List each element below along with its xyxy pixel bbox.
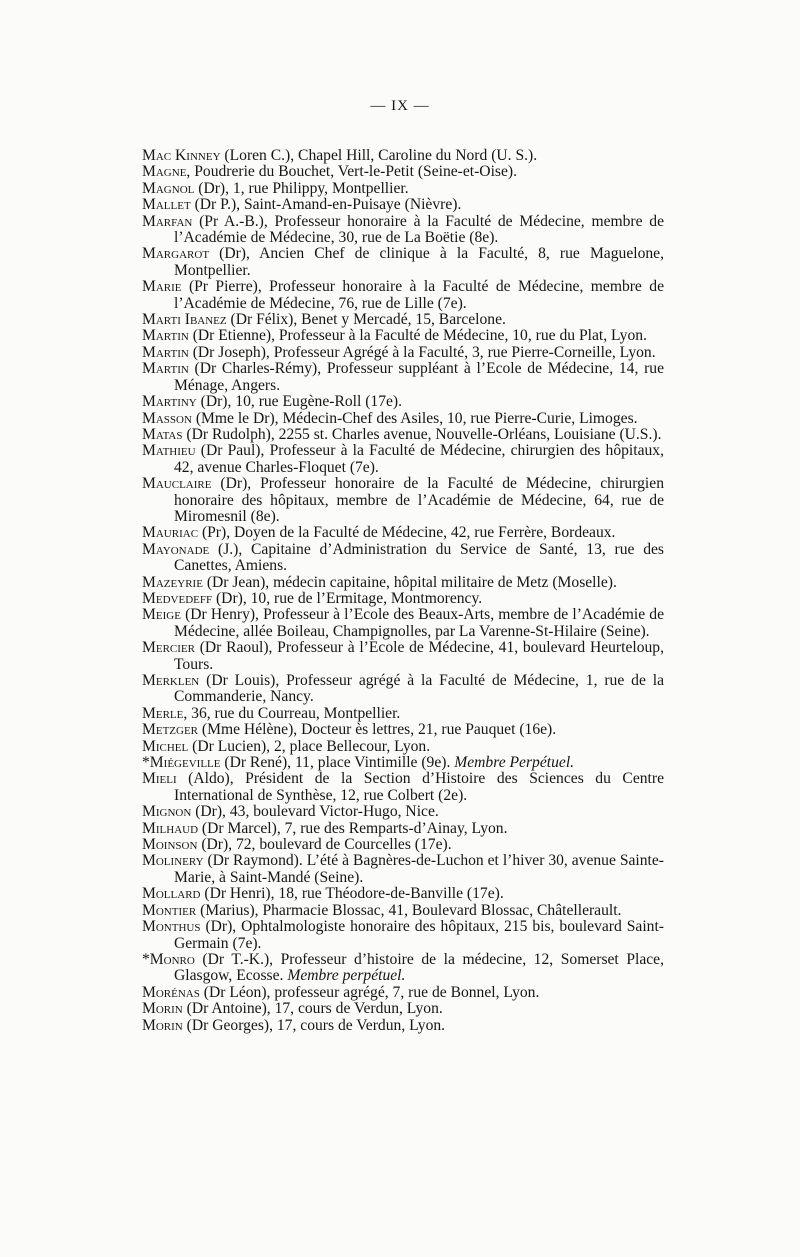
member-name: Matas [142,425,183,443]
member-details: (J.), Capitaine d’Administration du Service de Santé, 13, rue des Canettes, Amiens. [174,540,664,575]
member-entry [142,394,664,410]
member-details: (Dr Raoul), Professeur à l’Ecole de Médecine, 41, boulevard Heurteloup, Tours. [174,639,664,673]
member-entry [142,525,664,541]
member-name: Monthus [142,918,201,936]
member-name: Metzger [142,721,199,739]
member-details: (Pr A.-B.), Professeur honoraire à la Faculté de Médecine, membre de l’Académie de Médecine, 30, rue de La Boëtie (8e). [174,212,664,247]
member-details: (Dr Henry), Professeur à l’Ecole des Beaux-Arts, membre de l’Académie de Médecine, allée Boileau, Champignolles, par La Varenne-St-Hilaire (Seine). [174,606,664,640]
member-name: Mauclaire [142,475,212,493]
member-name: Martin [142,360,189,378]
member-name: Mayonade [142,540,210,558]
member-list [142,148,664,1034]
member-entry [142,246,664,279]
member-entry [142,607,664,640]
member-details: (Dr Raymond). L’été à Bagnères-de-Luchon et l’hiver 30, avenue Sainte-Marie, à Saint-Mandé (Seine). [174,852,664,886]
member-entry [142,591,664,607]
member-entry [142,542,664,575]
member-details: (Dr Georges), 17, cours de Verdun, Lyon. [182,1016,446,1034]
member-entry [142,903,664,919]
member-name: Merle, [142,704,188,722]
member-details: (Dr Paul), Professeur à la Faculté de Médecine, chirurgien des hôpitaux, 42, avenue Charles-Floquet (7e). [174,442,664,476]
member-details: (Dr), Ophtalmologiste honoraire des hôpitaux, 215 bis, boulevard Saint-Germain (7e). [174,918,664,952]
member-name: Meige [142,606,181,624]
member-details: Poudrerie du Bouchet, Vert-le-Petit (Seine-et-Oise). [190,163,517,181]
member-name: Morin [142,1000,183,1018]
member-details: (Pr Pierre), Professeur honoraire à la Faculté de Médecine, membre de l’Académie de Médecine, 76, rue de Lille (7e). [174,278,664,312]
member-entry [142,214,664,247]
member-details: (Dr T.-K.), Professeur d’histoire de la médecine, 12, Somerset Place, Glasgow, Ecosse. [174,950,664,985]
member-entry [142,755,664,771]
member-details: (Dr Félix), Benet y Mercadé, 15, Barcelone. [226,311,506,329]
member-entry [142,673,664,706]
member-details: (Dr Charles-Rémy), Professeur suppléant à l’Ecole de Médecine, 14, rue Ménage, Angers. [174,360,664,394]
member-details: (Dr Marcel), 7, rue des Remparts-d’Ainay, Lyon. [198,819,508,837]
member-name: Masson [142,409,192,427]
member-entry [142,443,664,476]
member-entry [142,411,664,427]
member-name: Merklen [142,672,200,689]
member-name: Mac Kinney [142,147,221,164]
member-details: (Dr), 10, rue Eugène-Roll (17e). [196,393,403,411]
member-name: Mathieu [142,442,196,460]
member-details: (Dr), 10, rue de l’Ermitage, Montmorency. [212,589,483,607]
member-entry [142,706,664,722]
member-entry [142,804,664,820]
member-entry [142,361,664,394]
member-status: Membre Perpétuel. [450,754,575,772]
member-details: (Marius), Pharmacie Blossac, 41, Boulevard Blossac, Châtellerault. [196,901,622,919]
member-details: (Dr), 1, rue Philippy, Montpellier. [194,179,409,197]
member-name: Mieli [142,770,177,788]
member-entry [142,919,664,952]
member-name: Mollard [142,885,201,903]
member-details: (Pr), Doyen de la Faculté de Médecine, 42, rue Ferrère, Bordeaux. [198,524,616,542]
member-entry [142,722,664,738]
member-name: Mallet [142,196,191,214]
member-name: *Miégeville [142,754,221,772]
member-entry [142,771,664,804]
member-details: (Dr), Ancien Chef de clinique à la Faculté, 8, rue Maguelone, Montpellier. [174,245,664,279]
member-entry [142,886,664,902]
member-details: (Dr), 72, boulevard de Courcelles (17e). [197,836,452,854]
member-details: (Dr), Professeur honoraire de la Faculté de Médecine, chirurgien honoraire des hôpitaux, membre de l’Académie de Médecine, 64, rue de Miromesnil (8e). [174,475,664,525]
member-entry [142,575,664,591]
member-entry [142,164,664,180]
member-details: (Dr René), 11, place Vintimille (9e). [220,754,451,772]
member-entry [142,427,664,443]
member-details: (Dr Jean), médecin capitaine, hôpital militaire de Metz (Moselle). [202,573,617,591]
member-details: 36, rue du Courreau, Montpellier. [187,704,401,722]
member-entry [142,837,664,853]
member-details: (Dr Louis), Professeur agrégé à la Faculté de Médecine, 1, rue de la Commanderie, Nancy. [174,672,664,706]
member-name: Milhaud [142,819,199,837]
member-name: Medvedeff [142,589,213,607]
member-details: (Dr Joseph), Professeur Agrégé à la Faculté, 3, rue Pierre-Corneille, Lyon. [188,343,656,361]
member-name: Magnol [142,179,195,197]
member-name: Magne, [142,163,191,181]
member-name: Mercier [142,639,195,657]
member-entry [142,821,664,837]
member-details: (Dr Lucien), 2, place Bellecour, Lyon. [188,737,431,755]
member-name: Martin [142,327,189,345]
member-details: (Dr Antoine), 17, cours de Verdun, Lyon. [182,1000,443,1018]
member-name: Michel [142,737,189,755]
member-name: Montier [142,901,197,919]
member-details: (Dr Rudolph), 2255 st. Charles avenue, Nouvelle-Orléans, Louisiane (U.S.). [182,425,662,443]
member-name: Molinery [142,852,204,870]
member-name: Morin [142,1016,183,1034]
member-details: (Mme le Dr), Médecin-Chef des Asiles, 10, rue Pierre-Curie, Limoges. [191,409,638,427]
member-entry [142,985,664,1001]
member-details: (Dr Henri), 18, rue Théodore-de-Banville (17e). [200,885,504,903]
member-name: Marie [142,278,182,296]
member-name: Mauriac [142,524,199,542]
member-name: Marti Ibanez [142,311,227,329]
member-name: *Monro [142,950,195,968]
member-entry [142,952,664,985]
member-details: (Dr), 43, boulevard Victor-Hugo, Nice. [191,803,439,821]
member-entry [142,181,664,197]
member-entry [142,312,664,328]
member-name: Martiny [142,393,197,411]
member-name: Mazeyrie [142,573,203,591]
member-entry [142,1018,664,1034]
member-name: Mignon [142,803,192,821]
member-entry [142,1001,664,1017]
member-name: Morénas [142,983,200,1001]
member-entry [142,328,664,344]
member-name: Martin [142,343,189,361]
member-entry [142,476,664,525]
member-name: Moinson [142,836,198,854]
member-entry [142,345,664,361]
member-details: (Aldo), Président de la Section d’Histoire des Sciences du Centre International de Synthèse, 12, rue Colbert (2e). [174,770,664,804]
member-entry [142,197,664,213]
member-entry [142,640,664,673]
member-entry [142,853,664,886]
member-name: Marfan [142,212,193,230]
member-entry [142,148,664,164]
member-details: (Dr Léon), professeur agrégé, 7, rue de Bonnel, Lyon. [199,983,540,1001]
member-name: Margarot [142,245,210,263]
member-entry [142,279,664,312]
member-details: (Dr Etienne), Professeur à la Faculté de Médecine, 10, rue du Plat, Lyon. [188,327,647,345]
member-details: (Dr P.), Saint-Amand-en-Puisaye (Nièvre). [190,196,462,214]
member-status: Membre perpétuel. [283,967,406,985]
page-number: — IX — [370,98,430,114]
member-entry [142,739,664,755]
member-details: (Mme Hélène), Docteur ès lettres, 21, rue Pauquet (16e). [198,721,557,739]
member-details: (Loren C.), Chapel Hill, Caroline du Nord (U. S.). [220,147,538,164]
